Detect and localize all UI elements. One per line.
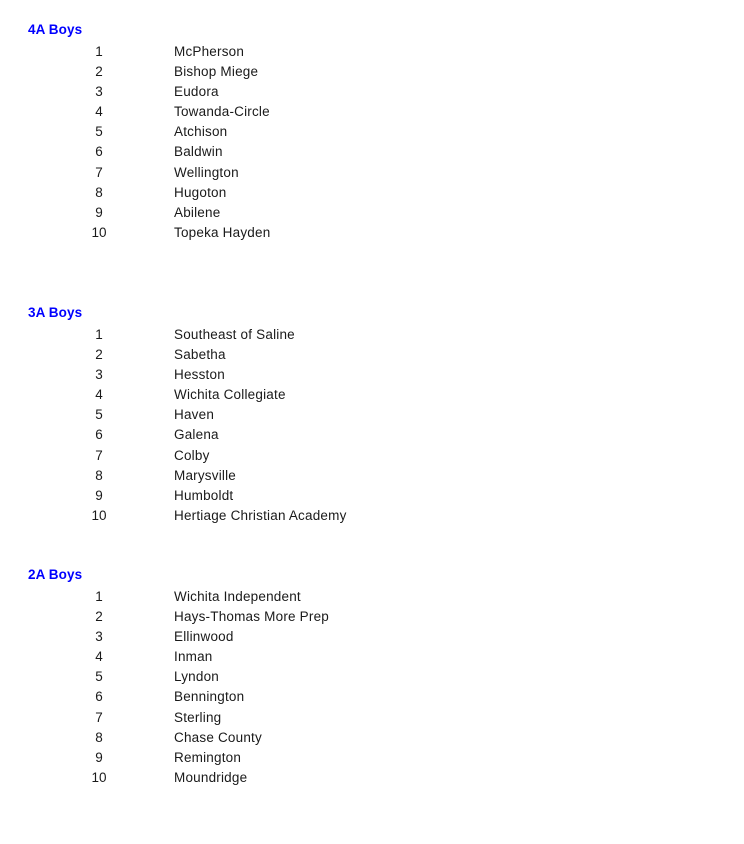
- list-item: [28, 385, 347, 405]
- rank-number: 2: [95, 608, 103, 624]
- rank-number: 4: [95, 387, 103, 403]
- school-name: Hays-Thomas More Prep: [174, 608, 329, 624]
- school-name: Ellinwood: [174, 628, 234, 644]
- school-name: McPherson: [174, 43, 245, 59]
- list-item: [28, 142, 270, 162]
- rank-number: 1: [95, 326, 103, 342]
- school-name: Lyndon: [174, 669, 219, 685]
- list-item: [28, 728, 329, 748]
- section-2a-boys: [28, 565, 329, 788]
- ranking-list: [28, 42, 270, 244]
- rank-number: 10: [91, 508, 107, 524]
- list-item: [28, 183, 270, 203]
- list-item: [28, 587, 329, 607]
- list-item: [28, 687, 329, 707]
- school-name: Hesston: [174, 366, 225, 382]
- school-name: Wichita Independent: [174, 588, 301, 604]
- list-item: [28, 466, 347, 486]
- rank-number: 1: [95, 588, 103, 604]
- rank-number: 6: [95, 144, 103, 160]
- school-name: Colby: [174, 447, 210, 463]
- school-name: Galena: [174, 427, 219, 443]
- rank-number: 1: [95, 43, 103, 59]
- rank-number: 2: [95, 346, 103, 362]
- list-item: [28, 486, 347, 506]
- school-name: Eudora: [174, 83, 219, 99]
- rank-number: 10: [91, 225, 107, 241]
- school-name: Inman: [174, 649, 213, 665]
- list-item: [28, 748, 329, 768]
- list-item: [28, 42, 270, 62]
- rank-number: 9: [95, 750, 103, 765]
- school-name: Atchison: [174, 124, 228, 140]
- rank-number: 2: [95, 63, 103, 79]
- section-4a-boys: [28, 20, 270, 243]
- school-name: Hugoton: [174, 184, 227, 200]
- section-heading: 3A Boys: [28, 305, 83, 320]
- list-item: [28, 506, 347, 526]
- list-item: [28, 345, 347, 365]
- rank-number: 6: [95, 689, 103, 705]
- list-item: [28, 203, 270, 223]
- rank-number: 7: [95, 709, 103, 725]
- school-name: Sabetha: [174, 346, 226, 362]
- school-name: Wichita Collegiate: [174, 387, 286, 403]
- school-name: Remington: [174, 750, 242, 765]
- school-name: Baldwin: [174, 144, 223, 160]
- school-name: Chase County: [174, 729, 262, 745]
- school-name: Marysville: [174, 467, 237, 483]
- list-item: [28, 102, 270, 122]
- list-item: [28, 163, 270, 183]
- list-item: [28, 82, 270, 102]
- school-name: Bennington: [174, 689, 245, 705]
- school-name: Southeast of Saline: [174, 326, 295, 342]
- school-name: Haven: [174, 407, 215, 423]
- rank-number: 7: [95, 164, 103, 180]
- rank-number: 3: [95, 628, 103, 644]
- school-name: Bishop Miege: [174, 63, 259, 79]
- list-item: [28, 607, 329, 627]
- list-item: [28, 223, 270, 243]
- rank-number: 3: [95, 83, 103, 99]
- list-item: [28, 627, 329, 647]
- school-name: Topeka Hayden: [174, 225, 271, 241]
- rank-number: 7: [95, 447, 103, 463]
- rank-number: 3: [95, 366, 103, 382]
- rank-number: 4: [95, 649, 103, 665]
- list-item: [28, 62, 270, 82]
- rank-number: 10: [91, 770, 107, 786]
- list-item: [28, 667, 329, 687]
- rank-number: 9: [95, 205, 103, 220]
- list-item: [28, 708, 329, 728]
- list-item: [28, 405, 347, 425]
- list-item: [28, 425, 347, 445]
- rank-number: 5: [95, 407, 103, 423]
- ranking-list: [28, 587, 329, 789]
- school-name: Moundridge: [174, 770, 248, 786]
- rank-number: 5: [95, 669, 103, 685]
- rank-number: 6: [95, 427, 103, 443]
- list-item: [28, 325, 347, 345]
- ranking-list: [28, 325, 347, 527]
- school-name: Humboldt: [174, 488, 234, 503]
- list-item: [28, 446, 347, 466]
- section-heading: 2A Boys: [28, 567, 83, 582]
- list-item: [28, 365, 347, 385]
- school-name: Towanda-Circle: [174, 104, 270, 120]
- school-name: Wellington: [174, 164, 239, 180]
- section-3a-boys: [28, 303, 347, 526]
- school-name: Sterling: [174, 709, 222, 725]
- rank-number: 5: [95, 124, 103, 140]
- school-name: Abilene: [174, 205, 221, 220]
- list-item: [28, 122, 270, 142]
- list-item: [28, 647, 329, 667]
- rank-number: 8: [95, 729, 103, 745]
- list-item: [28, 768, 329, 788]
- rank-number: 8: [95, 184, 103, 200]
- school-name: Hertiage Christian Academy: [174, 508, 347, 524]
- rank-number: 8: [95, 467, 103, 483]
- section-heading: 4A Boys: [28, 22, 83, 37]
- rank-number: 9: [95, 488, 103, 503]
- rank-number: 4: [95, 104, 103, 120]
